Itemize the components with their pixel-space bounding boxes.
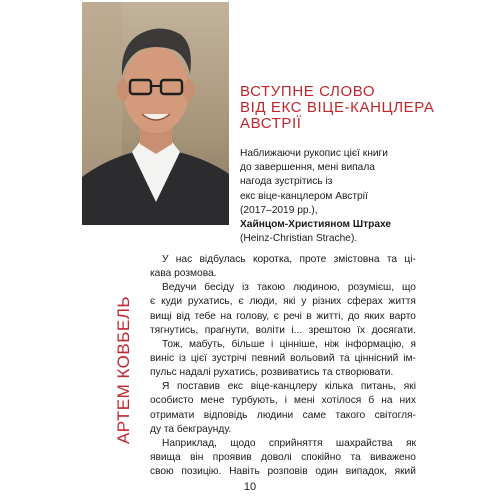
body-line: свою позицію. Навіть розповів один випадок, який xyxy=(150,466,416,478)
body-line: Я поставив екс віце-канцлеру кілька питань, які xyxy=(162,381,416,393)
intro-line-name: Хайнцом-Християном Штрахе xyxy=(240,219,392,231)
heading-line: ВСТУПНЕ СЛОВО xyxy=(240,83,376,100)
body-line: Ведучи бесіду із такою людиною, розумієш, що xyxy=(162,282,416,294)
intro-line: (Heinz-Christian Strache). xyxy=(240,233,358,245)
body-line: явища він проявив доволі спокійно та виважено xyxy=(150,451,416,463)
intro-line: (2017–2019 рр.), xyxy=(240,204,318,216)
body-line: У нас відбулась коротка, проте змістовна та ці- xyxy=(162,254,416,265)
author-name: АРТЕМ КОВБЕЛЬ xyxy=(114,295,133,445)
body-text xyxy=(150,253,416,479)
intro-paragraph xyxy=(240,147,480,246)
body-line: кава розмова. xyxy=(150,268,217,280)
page-number: 10 xyxy=(243,481,257,493)
body-line: виніс із цієї зустрічі певний вольовий та ціннісний ім- xyxy=(150,352,416,364)
body-line: є куди рухатись, є люди, які у різних сферах життя xyxy=(150,296,416,308)
intro-line: до завершення, мені випала xyxy=(240,162,375,174)
body-line: отримати відповідь людини саме такого світогля- xyxy=(150,409,416,421)
body-line: особисто мене турбують, і мені хотілося б на них xyxy=(150,395,416,407)
portrait-illustration xyxy=(82,2,229,225)
intro-line: нагода зустрітись із xyxy=(240,176,333,188)
body-line: вищі від тебе на голову, є речі в житті, до яких варто xyxy=(150,310,416,322)
section-heading xyxy=(240,84,480,132)
body-line: тягнутись, прагнути, воліти і... зрештою їх досягати. xyxy=(150,324,416,336)
author-side-label xyxy=(114,270,134,470)
body-line: Тож, мабуть, більше і цінніше, ніж інформацію, я xyxy=(162,338,416,350)
author-portrait-photo xyxy=(82,2,229,225)
heading-line: ВІД ЕКС ВІЦЕ-КАНЦЛЕРА xyxy=(240,99,435,116)
intro-line: екс віце-канцлером Австрії xyxy=(240,190,368,202)
heading-line: АВСТРІЇ xyxy=(240,115,302,132)
intro-line: Наближаючи рукопис цієї книги xyxy=(240,148,388,159)
body-line: пульс надалі рухатись, розвиватись та створювати. xyxy=(150,367,394,379)
body-line: Наприклад, щодо сприйняття шахрайства як xyxy=(162,437,416,449)
body-line: ду та бекграунду. xyxy=(150,423,232,435)
